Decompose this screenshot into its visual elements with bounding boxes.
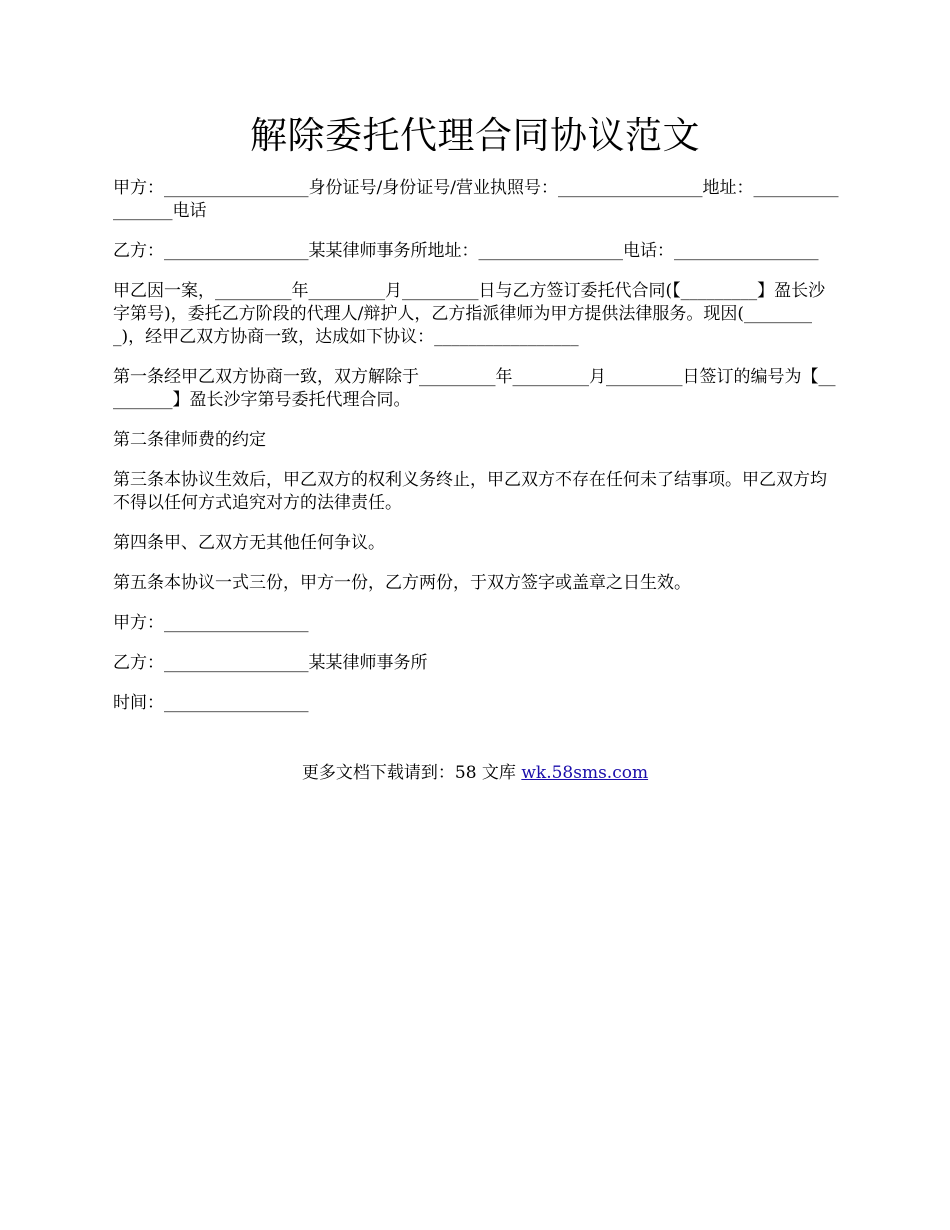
article-3: 第三条本协议生效后，甲乙双方的权利义务终止，甲乙双方不存在任何未了结事项。甲乙双方均不得以任何方式追究对方的法律责任。 — [113, 470, 827, 513]
footer-site-link[interactable]: wk.58sms.com — [521, 763, 649, 783]
document-body — [113, 177, 841, 732]
signature-party-b: 乙方：_________________某某律师事务所 — [113, 653, 428, 673]
signature-party-a: 甲方：_________________ — [113, 613, 309, 633]
download-footer — [0, 762, 950, 785]
document-title: 解除委托代理合同协议范文 — [250, 114, 700, 157]
article-1: 第一条经甲乙双方协商一致，双方解除于_________年_________月_________日签订的编号为【_________】盈长沙字第号委托代理合同。 — [113, 367, 836, 410]
footer-prefix-text: 更多文档下载请到：58 文库 — [301, 763, 522, 783]
party-b-info: 乙方：_________________某某律师事务所地址：_________________电话：_________________ — [113, 241, 819, 261]
party-a-info: 甲方：_________________身份证号/身份证号/营业执照号：_________________地址：_________________电话 — [113, 178, 839, 221]
signature-date: 时间：_________________ — [113, 693, 309, 713]
article-2: 第二条律师费的约定 — [113, 430, 266, 450]
article-4: 第四条甲、乙双方无其他任何争议。 — [113, 533, 385, 553]
preamble-paragraph: 甲乙因一案，_________年_________月_________日与乙方签订委托代合同(【_________】盈长沙字第号)，委托乙方阶段的代理人/辩护人，乙方指派律师为甲方提供法律服务。现因(_________)，经甲乙双方协商一致，达成如下协议：_________________ — [113, 281, 826, 347]
article-5: 第五条本协议一式三份，甲方一份，乙方两份，于双方签字或盖章之日生效。 — [113, 573, 691, 593]
